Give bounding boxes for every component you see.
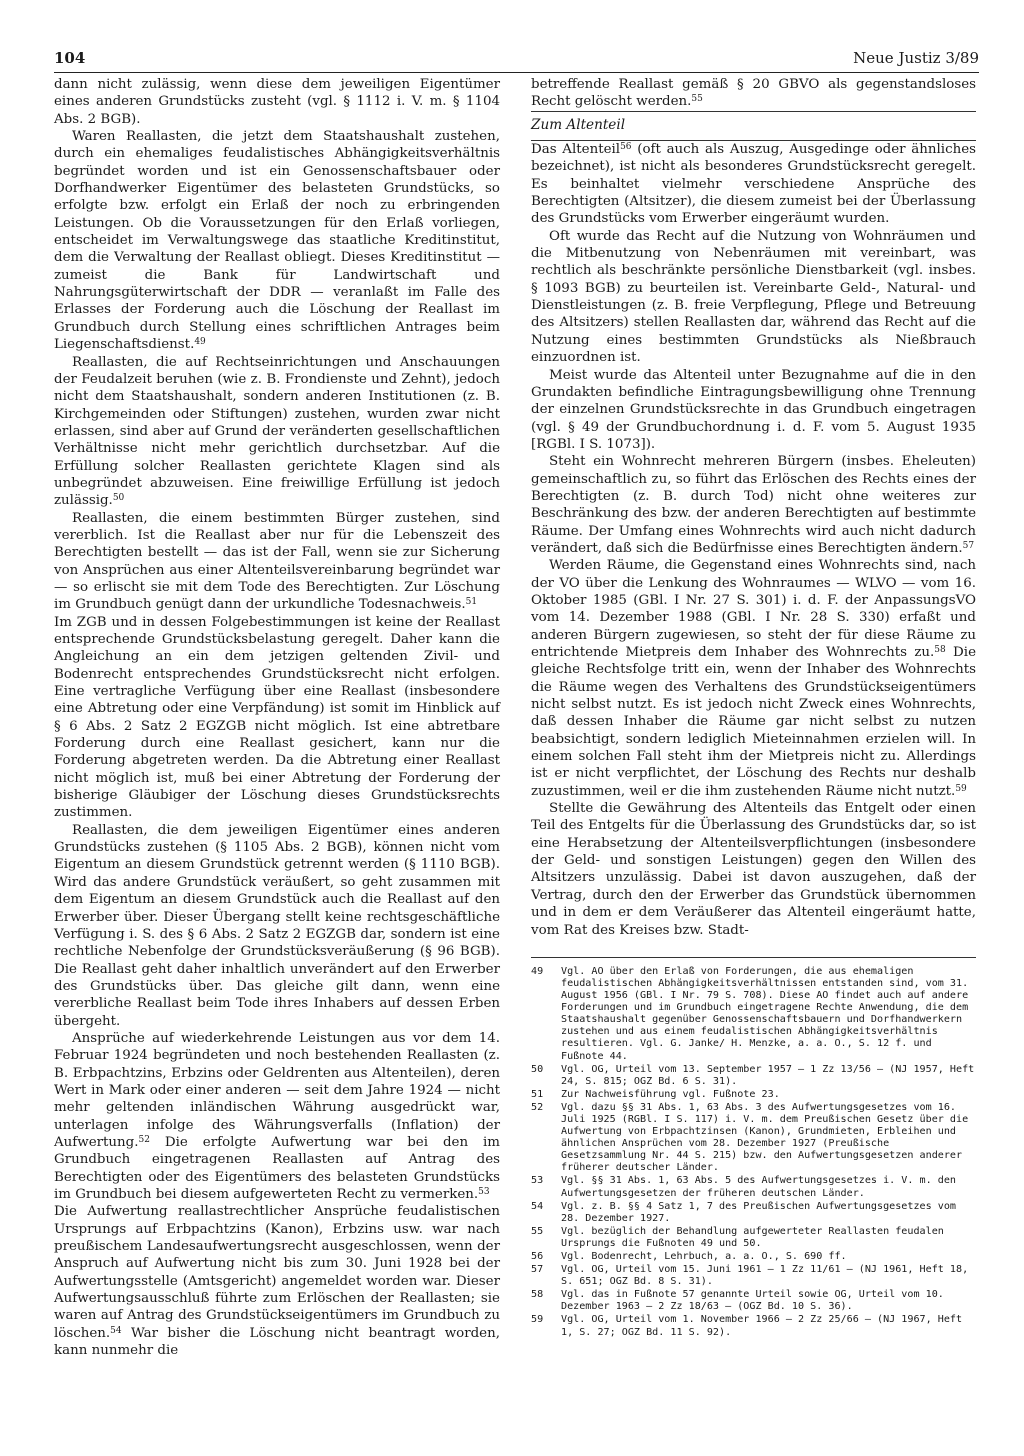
- footnote: [531, 1226, 976, 1250]
- footnote: [531, 1175, 976, 1199]
- paragraph-text: Oft wurde das Recht auf die Nutzung von Wohnräumen und die Mitbenutzung von Nebenräumen mit vereinbart, was rechtlich als beschränkte persönliche Dienstbarkeit (vgl. insbes. § 1093 BGB) zu beurteilen ist. Vereinbarte Geld-, Natural- und Dienstleistungen (z. B. freie Verpflegung, Pflege und Betreuung des Altsitzers) stellen Reallasten dar, während das Recht auf die Nutzung eines bestimmten Grundstücks als Nießbrauch einzuordnen ist.: [531, 228, 976, 366]
- footnote-number: 51: [531, 1088, 544, 1100]
- paragraph: [54, 354, 500, 510]
- footnote: [531, 1102, 976, 1175]
- paragraph: [54, 76, 500, 128]
- right-column-body: [531, 141, 976, 939]
- left-column: [54, 76, 500, 1359]
- footnote-text: Vgl. Bodenrecht, Lehrbuch, a. a. O., S. 690 ff.: [561, 1251, 847, 1262]
- footnote-ref: 52: [138, 1134, 150, 1145]
- footnote-text: Vgl. AO über den Erlaß von Forderungen, die aus ehemaligen feudalistischen Abhängigkeitsverhältnissen entstanden sind, vom 31. August 1956 (GBl. I Nr. 79 S. 708). Diese AO findet auch auf andere Forderungen und im Grundbuch eingetragene Rechte Anwendung, die dem Staatshaushalt gegenüber Genossenschaftsbauern und Dorfhandwerkern zustehen und aus einem feudalistischen Abhängigkeitsverhältnis resultieren. Vgl. G. Janke/ H. Menzke, a. a. O., S. 12 f. und Fußnote 44.: [561, 965, 969, 1062]
- footnote-ref: 59: [955, 783, 967, 794]
- paragraph-text: betreffende Reallast gemäß § 20 GBVO als gegenstandsloses Recht gelöscht werden.: [531, 77, 976, 110]
- footnote-number: 53: [531, 1175, 544, 1187]
- paragraph-text: Waren Reallasten, die jetzt dem Staatshaushalt zustehen, durch ein ehemaliges feudalistisches Abhängigkeitsverhältnis begründet worden und ist ein Genossenschaftsbauer oder Dorfhandwerker Eigentümer des belasteten Grundstücks, so erfolgte bzw. erfolgt ein Erlaß der noch zu erbringenden Leistungen. Ob die Voraussetzungen für den Erlaß vorliegen, entscheidet im Verwaltungswege das staatliche Kreditinstitut, dem die Verwaltung der Reallast obliegt. Dieses Kreditinstitut — zumeist die Bank für Landwirtschaft und Nahrungsgüterwirtschaft der DDR — veranlaßt im Falle des Erlasses der Forderung auch die Löschung der Reallast im Grundbuch durch Stellung eines schriftlichen Antrages beim Liegenschaftsdienst.: [54, 129, 500, 353]
- footnote: [531, 1089, 976, 1101]
- footnote: [531, 1314, 976, 1338]
- right-column-intro: [531, 76, 976, 111]
- footnote-text: Vgl. bezüglich der Behandlung aufgewerteter Reallasten feudalen Ursprungs die Fußnoten 49 und 50.: [561, 1225, 944, 1249]
- paragraph: [54, 510, 500, 614]
- footnote-number: 49: [531, 965, 544, 977]
- footnote-number: 59: [531, 1314, 544, 1326]
- footnote-ref: 55: [691, 94, 703, 105]
- footnote-ref: 54: [110, 1325, 122, 1336]
- paragraph: [531, 228, 976, 367]
- paragraph-text-cont: (oft auch als Auszug, Ausgedinge oder ähnliches bezeichnet), ist nicht als besonderes Grundstücksrecht geregelt. Es beinhaltet vielmehr verschiedene Ansprüche des Berechtigten (Altsitzer), die diesem zumeist bei der Überlassung des Grundstücks vom Erwerber eingeräumt wurden.: [531, 142, 976, 227]
- footnote-number: 57: [531, 1264, 544, 1276]
- paragraph: [531, 367, 976, 454]
- footnote: [531, 1064, 976, 1088]
- footnote-text: Vgl. OG, Urteil vom 15. Juni 1961 — 1 Zz 11/61 — (NJ 1961, Heft 18, S. 651; OGZ Bd. 8 S. 31).: [561, 1264, 969, 1288]
- paragraph: [54, 822, 500, 1030]
- footnote: [531, 1289, 976, 1313]
- footnote-number: 56: [531, 1251, 544, 1262]
- footnote-text: Vgl. OG, Urteil vom 13. September 1957 — 1 Zz 13/56 — (NJ 1957, Heft 24, S. 815; OGZ Bd. 6 S. 31).: [561, 1063, 975, 1087]
- paragraph: [531, 453, 976, 557]
- footnote-text: Vgl. dazu §§ 31 Abs. 1, 63 Abs. 3 des Aufwertungsgesetzes vom 16. Juli 1925 (RGBl. I S. 117) i. V. m. dem Preußischen Gesetz über die Aufwertung von Erbpachtzinsen (Kanon), Grundmieten, Erbleihen und ähnlichen Ansprüchen vom 28. Dezember 1927 (Preußische Gesetzsammlung Nr. 44 S. 215) bzw. den Aufwertungsgesetzen anderer früherer deutscher Länder.: [561, 1101, 969, 1174]
- footnote-ref: 53: [478, 1187, 490, 1197]
- header-rule: [54, 72, 979, 73]
- paragraph: [531, 141, 976, 228]
- footnote-ref: 58: [934, 645, 946, 655]
- paragraph: [54, 1030, 500, 1203]
- footnote-ref: 50: [112, 493, 125, 504]
- page-number: 104: [54, 49, 86, 67]
- paragraph-text: Im ZGB und in dessen Folgebestimmungen ist keine der Reallast entsprechende Grundstücksbelastung geregelt. Daher kann die Angleichung an ein dem jetzigen geltenden Zivil- und Bodenrecht entsprechendes Grundstücksrecht nicht erfolgen. Eine vertragliche Verfügung über eine Reallast (insbesondere eine Abtretung oder eine Verpfändung) ist somit im Hinblick auf § 6 Abs. 2 Satz 2 EGZGB nicht möglich. Ist eine abtretbare Forderung durch eine Reallast gesichert, kann nur die Forderung abgetreten werden. Da die Abtretung einer Reallast nicht möglich ist, muß bei einer Abtretung der Forderung der bisherige Gläubiger der Löschung dieses Grundstücksrechts zustimmen.: [54, 614, 500, 821]
- paragraph: [54, 1203, 500, 1359]
- footnote: [531, 1201, 976, 1225]
- footnote: [531, 966, 976, 1063]
- paragraph-text: Ansprüche auf wiederkehrende Leistungen aus vor dem 14. Februar 1924 begründeten und noch bestehenden Reallasten (z. B. Erbpachtzins, Erbzins oder Geldrenten aus Altenteilen), deren Wert in Mark oder einer anderen — seit dem Jahre 1924 — nicht mehr geltenden inländischen Währung ausgedrückt war, unterlagen infolge des Währungsverfalls (Inflation) der Aufwertung.: [54, 1030, 500, 1150]
- paragraph-text: Das Altenteil: [531, 142, 621, 158]
- paragraph: [531, 800, 976, 939]
- footnote-rule: [531, 957, 976, 958]
- footnotes: [531, 966, 976, 1339]
- footnote-text: Vgl. das in Fußnote 57 genannte Urteil sowie OG, Urteil vom 10. Dezember 1963 — 2 Zz 18/63 — (OGZ Bd. 10 S. 36).: [561, 1289, 944, 1313]
- paragraph-text: dann nicht zulässig, wenn diese dem jeweiligen Eigentümer eines anderen Grundstücks zusteht (vgl. § 1112 i. V. m. § 1104 Abs. 2 BGB).: [54, 77, 500, 127]
- paragraph-text: Die Aufwertung reallastrechtlicher Ansprüche feudalistischen Ursprungs auf Erbpachtzins (Kanon), Erbzins usw. war nach preußischem Landesaufwertungsrecht ausgeschlossen, wenn der Anspruch auf Aufwertung nicht bis zum 30. Juni 1928 bei der Aufwertungsstelle (Amtsgericht) angemeldet worden war. Dieser Aufwertungsausschluß führte zum Erlöschen der Reallasten; sie waren auf Antrag des Grundstückseigentümers im Grundbuch zu löschen.: [54, 1204, 500, 1341]
- paragraph-text: Reallasten, die auf Rechtseinrichtungen und Anschauungen der Feudalzeit beruhen (wie z. B. Frondienste und Zehnt), jedoch nicht dem Staatshaushalt, sondern anderen Institutionen (z. B. Kirchgemeinden oder Stiftungen) zustehen, wurden zwar nicht erlassen, sind aber auf Grund der veränderten gesellschaftlichen Verhältnisse nicht mehr gerichtlich durchsetzbar. Auf die Erfüllung solcher Reallasten gerichtete Klagen sind als unbegründet abzuweisen. Eine freiwillige Erfüllung ist jedoch zulässig.: [54, 354, 500, 509]
- paragraph-text: Reallasten, die dem jeweiligen Eigentümer eines anderen Grundstücks zustehen (§ 1105 Abs. 2 BGB), können nicht vom Eigentum an diesem Grundstück getrennt werden (§ 1110 BGB). Wird das andere Grundstück veräußert, so geht zusammen mit dem Eigentum an diesem Grundstück auch die Reallast auf den Erwerber über. Dieser Übergang stellt keine rechtsgeschäftliche Verfügung i. S. des § 6 Abs. 2 Satz 2 EGZGB dar, sondern ist eine rechtliche Nebenfolge der Grundstücksveräußerung (§ 96 BGB). Die Reallast geht daher inhaltlich unverändert auf den Erwerber des Grundstücks über. Das gleiche gilt dann, wenn eine vererbliche Reallast beim Tode ihres Inhabers auf dessen Erben übergeht.: [54, 822, 500, 1029]
- paragraph-text-cont: Die gleiche Rechtsfolge tritt ein, wenn der Inhaber des Wohnrechts die Räume wegen des Verhaltens des Grundstückseigentümers nicht selbst nutzt. Es ist jedoch nicht Zweck eines Wohnrechts, daß dessen Inhaber die Räume gar nicht selbst zu nutzen beabsichtigt, sondern lediglich Mieteinnahmen erzielen will. In einem solchen Fall steht ihm der Mietpreis nicht zu. Allerdings ist er nicht verpflichtet, der Löschung des Rechts nur deshalb zuzustimmen, weil er die ihm zustehenden Räume nicht nutzt.: [531, 645, 976, 799]
- paragraph: [531, 557, 976, 800]
- section-heading: Zum Altenteil: [531, 111, 976, 141]
- footnote-text: Vgl. z. B. §§ 4 Satz 1, 7 des Preußischen Aufwertungsgesetzes vom 28. Dezember 1927.: [561, 1200, 957, 1224]
- footnote-number: 54: [531, 1200, 544, 1212]
- footnote-text: Vgl. §§ 31 Abs. 1, 63 Abs. 5 des Aufwertungsgesetzes i. V. m. den Aufwertungsgesetzen der früheren deutschen Länder.: [561, 1175, 957, 1199]
- journal-issue: Neue Justiz 3/89: [853, 49, 979, 67]
- footnote: [531, 1264, 976, 1288]
- paragraph-text-cont: Die erfolgte Aufwertung war bei den im Grundbuch eingetragenen Reallasten auf Antrag des Berechtigten oder des Eigentümers des belasteten Grundstücks im Grundbuch bei diesem aufgewerteten Recht zu vermerken.: [54, 1134, 500, 1202]
- footnote-ref: 56: [620, 142, 632, 153]
- footnote-ref: 57: [962, 540, 975, 551]
- paragraph: [531, 76, 976, 111]
- footnote-ref: 51: [465, 597, 478, 608]
- footnote-number: 58: [531, 1289, 544, 1301]
- right-column: [531, 76, 976, 1340]
- footnote: [531, 1251, 976, 1263]
- footnote-text: Vgl. OG, Urteil vom 1. November 1966 — 2 Zz 25/66 — (NJ 1967, Heft 1, S. 27; OGZ Bd. 11 S. 92).: [561, 1314, 963, 1338]
- paragraph-text: Meist wurde das Altenteil unter Bezugnahme auf die in den Grundakten befindliche Eintragungsbewilligung ohne Trennung der einzelnen Grundstücksrechte in das Grundbuch eingetragen (vgl. § 49 der Grundbuchordnung i. d. F. vom 5. August 1935 [RGBl. I S. 1073]).: [531, 367, 976, 452]
- footnote-number: 52: [531, 1101, 544, 1113]
- paragraph-text: Werden Räume, die Gegenstand eines Wohnrechts sind, nach der VO über die Lenkung des Wohnraumes — WLVO — vom 16. Oktober 1985 (GBl. I Nr. 27 S. 301) i. d. F. der AnpassungsVO vom 14. Dezember 1988 (GBl. I Nr. 28 S. 330) erfaßt und anderen Bürgern zugewiesen, so steht der für diese Räume zu entrichtende Mietpreis dem Inhaber des Wohnrechts zu.: [531, 558, 976, 660]
- page-header: [54, 49, 979, 71]
- paragraph: [54, 128, 500, 353]
- footnote-number: 55: [531, 1225, 544, 1237]
- paragraph-text: Steht ein Wohnrecht mehreren Bürgern (insbes. Eheleuten) gemeinschaftlich zu, so führt das Erlöschen des Rechts eines der Berechtigten (z. B. durch Tod) nicht ohne weiteres zur Beschränkung des bzw. der anderen Berechtigten auf bestimmte Räume. Der Umfang eines Wohnrechts wird auch nicht dadurch verändert, daß sich die Bedürfnisse eines Berechtigten ändern.: [531, 454, 976, 556]
- paragraph: [54, 614, 500, 822]
- paragraph-text: Stellte die Gewährung des Altenteils das Entgelt oder einen Teil des Entgelts für die Überlassung des Grundstücks dar, so ist eine Herabsetzung der Altenteilsverpflichtungen (insbesondere der Geld- und sonstigen Leistungen) gegen den Willen des Altsitzers unzulässig. Dabei ist davon auszugehen, daß der Vertrag, durch den der Erwerber das Grundstück übernommen und in dem er dem Veräußerer das Altenteil eingeräumt hatte, vom Rat des Kreises bzw. Stadt-: [531, 801, 976, 938]
- footnote-text: Zur Nachweisführung vgl. Fußnote 23.: [561, 1088, 780, 1100]
- paragraph-text-cont: War bisher die Löschung nicht beantragt worden, kann nunmehr die: [54, 1325, 500, 1359]
- paragraph-text: Reallasten, die einem bestimmten Bürger zustehen, sind vererblich. Ist die Reallast aber nur für die Lebenszeit des Berechtigten bestellt — das ist der Fall, wenn sie zur Sicherung von Ansprüchen aus einer Altenteilsvereinbarung begründet war — so erlischt sie mit dem Tode des Berechtigten. Zur Löschung im Grundbuch genügt dann der urkundliche Todesnachweis.: [54, 510, 500, 613]
- footnote-ref: 49: [194, 337, 206, 348]
- footnote-number: 50: [531, 1063, 544, 1075]
